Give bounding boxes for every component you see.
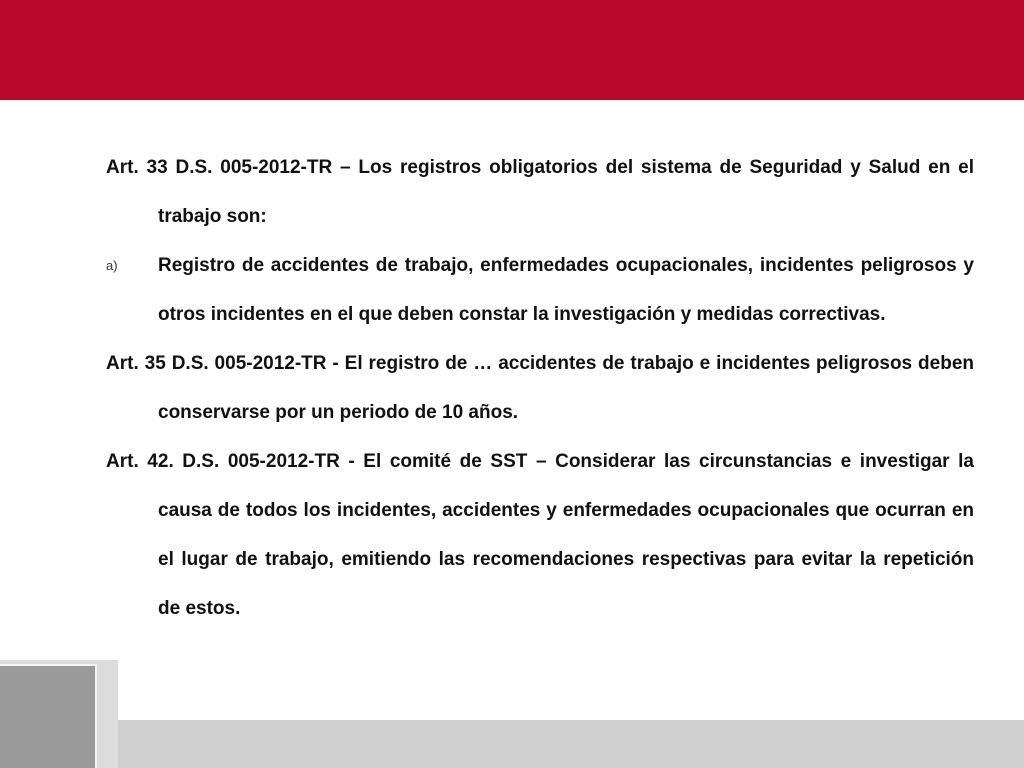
paragraph-text: Registro de accidentes de trabajo, enfermedades ocupacionales, incidentes peligrosos y otros incidentes en el que deben constar la investigación y medidas correctivas.: [158, 255, 974, 325]
list-marker: a): [106, 258, 118, 273]
footer-band: [0, 720, 1024, 768]
list-item-a: [106, 241, 974, 339]
header-band: [0, 0, 1024, 100]
slide-body: [106, 143, 974, 633]
paragraph-art-42: [106, 437, 974, 633]
corner-decoration-block: [0, 664, 97, 768]
paragraph-text: Art. 35 D.S. 005-2012-TR - El registro de … accidentes de trabajo e incidentes peligrosos deben conservarse por un periodo de 10 años.: [106, 353, 974, 423]
paragraph-art-35: [106, 339, 974, 437]
paragraph-text: Art. 33 D.S. 005-2012-TR – Los registros obligatorios del sistema de Seguridad y Salud en el trabajo son:: [106, 157, 974, 227]
paragraph-text: Art. 42. D.S. 005-2012-TR - El comité de SST – Considerar las circunstancias e investigar la causa de todos los incidentes, accidentes y enfermedades ocupacionales que ocurran en el lugar de trabajo, emitiendo las recomendaciones respectivas para evitar la repetición de estos.: [106, 451, 974, 619]
paragraph-art-33: [106, 143, 974, 241]
